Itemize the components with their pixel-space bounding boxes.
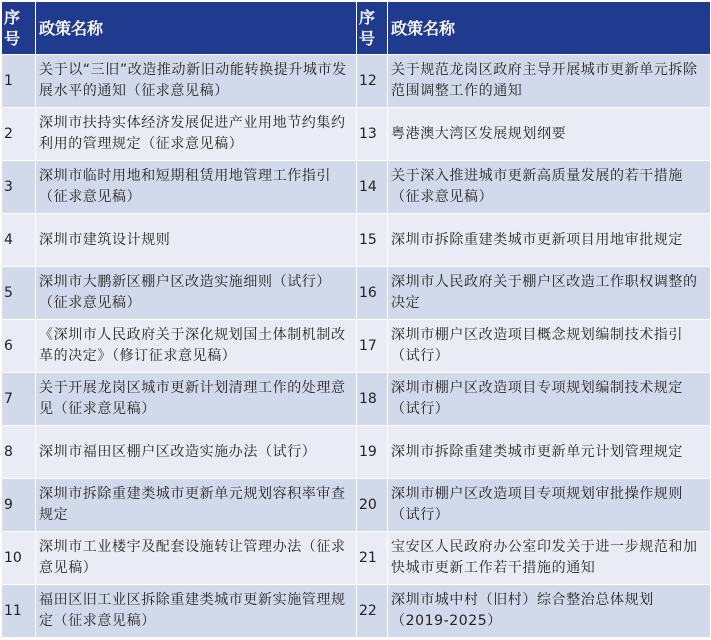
row-name-right: 深圳市拆除重建类城市更新项目用地审批规定: [388, 214, 711, 267]
row-no-left: 8: [2, 426, 36, 479]
table-row: [2, 55, 711, 108]
row-name-left: 关于以“三旧”改造推动新旧动能转换提升城市发展水平的通知（征求意见稿）: [36, 55, 357, 108]
policy-table: [1, 1, 711, 638]
table-row: [2, 161, 711, 214]
row-no-right: 21: [357, 532, 388, 585]
row-no-left: 1: [2, 55, 36, 108]
row-name-left: 深圳市扶持实体经济发展促进产业用地节约集约利用的管理规定（征求意见稿）: [36, 108, 357, 161]
header-name-left: 政策名称: [36, 2, 357, 55]
row-name-left: 深圳市大鹏新区棚户区改造实施细则（试行）（征求意见稿）: [36, 267, 357, 320]
row-no-left: 11: [2, 585, 36, 638]
row-name-left: 深圳市福田区棚户区改造实施办法（试行）: [36, 426, 357, 479]
table-row: [2, 108, 711, 161]
row-no-left: 6: [2, 320, 36, 373]
row-no-left: 10: [2, 532, 36, 585]
row-name-right: 深圳市棚户区改造项目概念规划编制技术指引（试行）: [388, 320, 711, 373]
table-row: [2, 585, 711, 638]
row-no-left: 7: [2, 373, 36, 426]
header-no-left: 序号: [2, 2, 36, 55]
table-row: [2, 373, 711, 426]
row-name-left: 深圳市工业楼宇及配套设施转让管理办法（征求意见稿）: [36, 532, 357, 585]
row-no-left: 9: [2, 479, 36, 532]
row-no-right: 19: [357, 426, 388, 479]
row-no-right: 18: [357, 373, 388, 426]
row-no-left: 2: [2, 108, 36, 161]
row-no-right: 13: [357, 108, 388, 161]
row-no-right: 22: [357, 585, 388, 638]
row-no-left: 5: [2, 267, 36, 320]
header-name-right: 政策名称: [388, 2, 711, 55]
row-name-left: 深圳市拆除重建类城市更新单元规划容积率审查规定: [36, 479, 357, 532]
row-name-right: 深圳市棚户区改造项目专项规划编制技术规定（试行）: [388, 373, 711, 426]
row-no-right: 15: [357, 214, 388, 267]
row-name-left: 关于开展龙岗区城市更新计划清理工作的处理意见（征求意见稿）: [36, 373, 357, 426]
table-row: [2, 214, 711, 267]
row-no-right: 17: [357, 320, 388, 373]
row-name-right: 深圳市棚户区改造项目专项规划审批操作规则（试行）: [388, 479, 711, 532]
table-row: [2, 267, 711, 320]
row-name-left: 深圳市建筑设计规则: [36, 214, 357, 267]
row-no-right: 16: [357, 267, 388, 320]
table-header-row: [2, 2, 711, 55]
row-name-left: 深圳市临时用地和短期租赁用地管理工作指引（征求意见稿）: [36, 161, 357, 214]
row-name-right: 粤港澳大湾区发展规划纲要: [388, 108, 711, 161]
row-no-left: 4: [2, 214, 36, 267]
row-no-right: 14: [357, 161, 388, 214]
row-name-right: 关于深入推进城市更新高质量发展的若干措施（征求意见稿）: [388, 161, 711, 214]
row-name-left: 《深圳市人民政府关于深化规划国土体制机制改革的决定》（修订征求意见稿）: [36, 320, 357, 373]
table-row: [2, 479, 711, 532]
row-name-left: 福田区旧工业区拆除重建类城市更新实施管理规定（征求意见稿）: [36, 585, 357, 638]
table-row: [2, 532, 711, 585]
row-name-right: 深圳市城中村（旧村）综合整治总体规划（2019-2025）: [388, 585, 711, 638]
row-no-right: 12: [357, 55, 388, 108]
row-name-right: 深圳市人民政府关于棚户区改造工作职权调整的决定: [388, 267, 711, 320]
row-name-right: 关于规范龙岗区政府主导开展城市更新单元拆除范围调整工作的通知: [388, 55, 711, 108]
row-no-left: 3: [2, 161, 36, 214]
row-name-right: 宝安区人民政府办公室印发关于进一步规范和加快城市更新工作若干措施的通知: [388, 532, 711, 585]
table-row: [2, 426, 711, 479]
row-no-right: 20: [357, 479, 388, 532]
table-row: [2, 320, 711, 373]
row-name-right: 深圳市拆除重建类城市更新单元计划管理规定: [388, 426, 711, 479]
header-no-right: 序号: [357, 2, 388, 55]
